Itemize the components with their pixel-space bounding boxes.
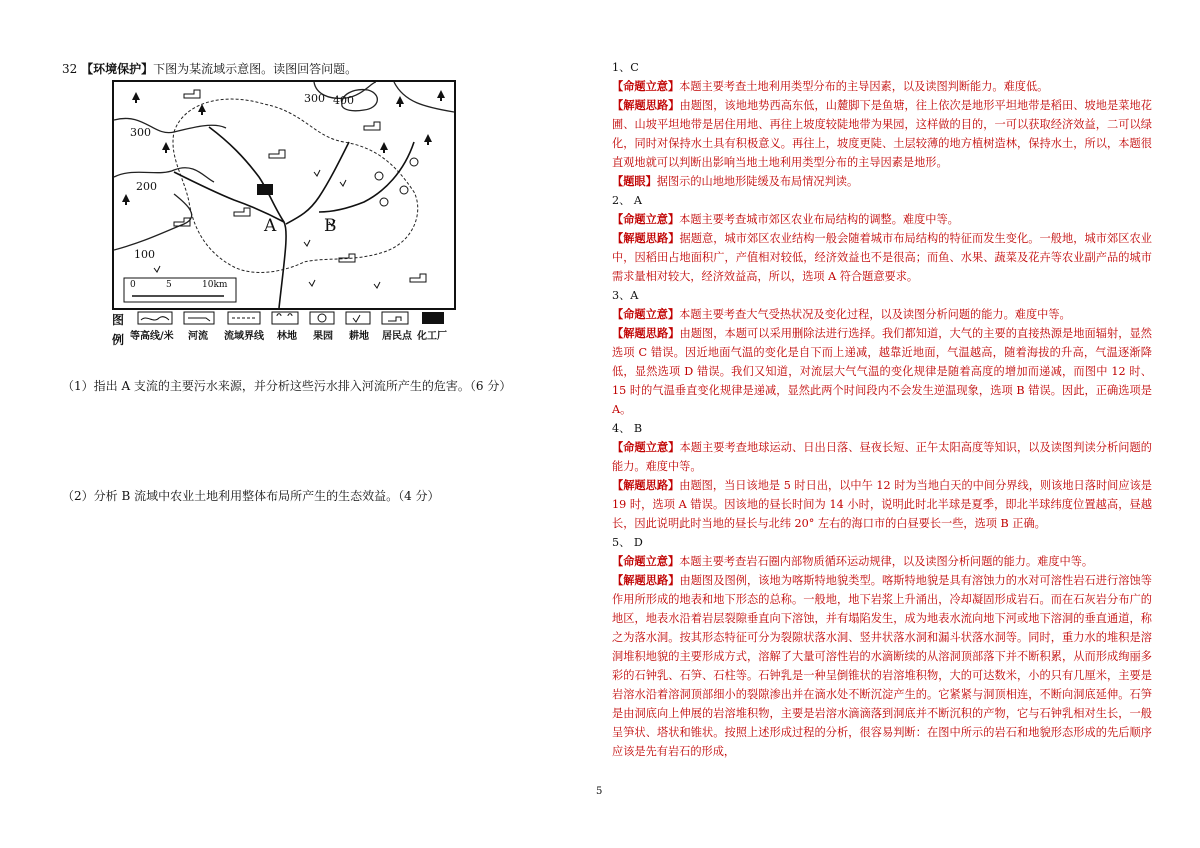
legend-label-farmland: 耕地 [349,331,369,342]
legend-label-contour: 等高线/米 [130,331,174,342]
answer-block [612,305,1152,324]
block-text: 本题主要考查城市郊区农业布局结构的调整。难度中等。 [679,213,959,226]
sub-question-2: （2）分析 B 流域中农业土地利用整体布局所产生的生态效益。（4 分） [62,489,440,503]
block-tag: 【解题思路】 [612,231,680,245]
block-tag: 【命题立意】 [612,307,680,321]
contour-label-100: 100 [134,248,155,261]
answer-block [612,210,1152,229]
contour-line [114,168,214,182]
question-number: 32 [62,62,78,76]
river [319,142,414,212]
block-text: 据题意，城市郊区农业结构一般会随着城市布局结构的特征而发生变化。一般地，城市郊区农业中，因稻田占地面积广，产值相对较低，经济效益也不是很高；而鱼、水果、蔬菜及花卉等农业副产品的城市需求量相对较大，经济效益高，所以，选项 A 符合题意要求。 [612,232,1152,283]
river-icon [184,312,214,324]
contour-label-300-left: 300 [130,126,151,139]
answer-block [612,172,1152,191]
river [286,142,349,224]
answer-block [612,571,1152,761]
river [174,172,284,222]
legend-label-boundary: 流域界线 [224,331,264,342]
block-tag: 【命题立意】 [612,554,680,568]
block-text: 由题图，该地地势西高东低，山麓脚下是鱼塘，往上依次是地形平坦地带是稻田、坡地是菜地花圃、山坡平坦地带是居住用地、再往上坡度较陡地带为果园，这样做的目的，一可以获取经济效益，二可以绿化，同时对保持水土具有积极意义。再往上，坡度更陡、土层较薄的地方植树造林，保持水土，所以，本题很直观地就可以判断出影响当地土地利用类型分布的主导因素是地形。 [612,99,1152,169]
forest-symbols [122,90,445,205]
answer-number: 4、 B [612,422,643,435]
block-tag: 【命题立意】 [612,440,680,454]
answer-column [612,58,1152,761]
legend-label-forest: 林地 [277,331,297,342]
settlement-icon [382,312,408,324]
block-text: 本题主要考查土地利用类型分布的主导因素，以及读图判断能力。难度低。 [679,80,1049,93]
block-tag: 【命题立意】 [612,79,680,93]
page-number: 5 [596,786,603,797]
answer-number: 1、C [612,61,639,74]
farmland-icon [346,312,370,324]
block-text: 由题图，本题可以采用删除法进行选择。我们都知道，大气的主要的直接热源是地面辐射，显然选项 C 错误。因近地面气温的变化是自下而上递减，越靠近地面，气温越高，随着海拔的升高，气温逐渐降低，显然选项 D 错误。我们又知道，对流层大气气温的变化规律是随着高度的增加而递减，而图中 12 时、15 时的气温垂直变化规律是递减，显然此两个时间段内不会发生逆温现象，选项 B 错误。因此，正确选项是 A。 [612,327,1152,416]
chemical-plant-marker [257,184,273,195]
contour-line [394,82,454,112]
question-tag: 【环境保护】 [81,62,154,76]
scale-label-5: 5 [166,280,172,290]
answer-block [612,552,1152,571]
answer-block [612,96,1152,172]
answer-number: 2、 A [612,194,642,207]
answer-block [612,476,1152,533]
sub-question-1: （1）指出 A 支流的主要污水来源，并分析这些污水排入河流所产生的危害。（6 分） [62,379,512,393]
watershed-map [112,80,456,310]
legend-label-settlement: 居民点 [382,331,412,342]
legend-label-chemical-plant: 化工厂 [417,331,447,342]
answer-block [612,77,1152,96]
legend-label-orchard: 果园 [313,331,333,342]
question-heading [62,60,357,77]
block-text: 由题图，当日该地是 5 时日出，以中午 12 时为当地白天的中间分界线，则该地日落时间应该是 19 时，选项 A 错误。因该地的昼长时间为 14 小时，说明此时北半球是夏季，即北半球纬度位置越高，昼越长，因此说明此时当地的昼长与北纬 20° 左右的海口市的白昼要长一些，选项 B 正确。 [612,479,1152,530]
contour-label-400: 400 [333,94,354,107]
block-text: 本题主要考查岩石圈内部物质循环运动规律，以及读图分析问题的能力。难度中等。 [679,555,1094,568]
legend-title-2: 例 [112,333,125,347]
block-tag: 【解题思路】 [612,573,680,587]
legend-label-river: 河流 [188,331,208,342]
answer-block [612,324,1152,419]
block-tag: 【解题思路】 [612,326,680,340]
block-text: 本题主要考查大气受热状况及变化过程，以及读图分析问题的能力。难度中等。 [679,308,1071,321]
legend-labels [112,327,472,347]
block-tag: 【解题思路】 [612,478,680,492]
block-tag: 【题眼】 [612,174,657,188]
block-text: 据图示的山地地形陡缓及布局情况判读。 [656,175,859,188]
answer-block [612,438,1152,476]
answer-number: 5、 D [612,536,643,549]
orchard-icon [310,312,334,324]
orchard-symbols [375,158,418,206]
scale-label-10km: 10km [202,280,228,290]
answer-number: 3、A [612,289,639,302]
chemical-plant-icon [422,312,444,324]
block-text: 本题主要考查地球运动、日出日落、昼夜长短、正午太阳高度等知识，以及读图判读分析问题的能力。难度中等。 [612,441,1152,473]
answer-block [612,229,1152,286]
watershed-map-drawing [114,82,454,308]
contour-label-200: 200 [136,180,157,193]
block-tag: 【解题思路】 [612,98,680,112]
contour-label-300-top: 300 [304,92,325,105]
forest-icon [272,312,298,324]
point-label-b: B [324,216,337,236]
scale-label-0: 0 [130,280,136,290]
question-intro: 下图为某流域示意图。读图回答问题。 [153,62,358,76]
block-text: 由题图及图例，该地为喀斯特地貌类型。喀斯特地貌是具有溶蚀力的水对可溶性岩石进行溶蚀等作用所形成的地表和地下形态的总称。一般地，地下岩浆上升涌出，冷却凝固形成岩石。而在石灰岩分布广的地区，地表水沿着岩层裂隙垂直向下溶蚀，并有塌陷发生，成为地表水流向地下河或地下溶洞的垂直通道，称之为落水洞。按其形态特征可分为裂隙状落水洞、竖井状落水洞和漏斗状落水洞等。同时，重力水的堆积是溶洞堆积地貌的主要形成方式，溶解了大量可溶性岩的水滴断续的从溶洞顶部落下并不断积累，从而形成绚丽多彩的石钟乳、石笋、石柱等。石钟乳是一种呈倒锥状的岩溶堆积物，大的可达数米，小的只有几厘米，主要是岩溶水沿着溶洞顶部细小的裂隙渗出并在滴水处不断沉淀产生的。它紧紧与洞顶相连，不断向洞底延伸。石笋是由洞底向上伸展的岩溶堆积物，主要是岩溶水滴滴落到洞底并不断沉积的产物，它与石钟乳相对生长，一般呈笋状、塔状和锥状。按照上述形成过程的分析，很容易判断：在图中所示的岩石和地貌形态形成的先后顺序应该是先有岩石的形成， [612,574,1152,758]
legend-title-1: 图 [112,313,125,327]
block-tag: 【命题立意】 [612,212,680,226]
watershed-boundary-icon [228,312,260,324]
point-label-a: A [264,216,277,236]
contour-line-icon [138,312,172,324]
legend-icons [112,308,472,328]
